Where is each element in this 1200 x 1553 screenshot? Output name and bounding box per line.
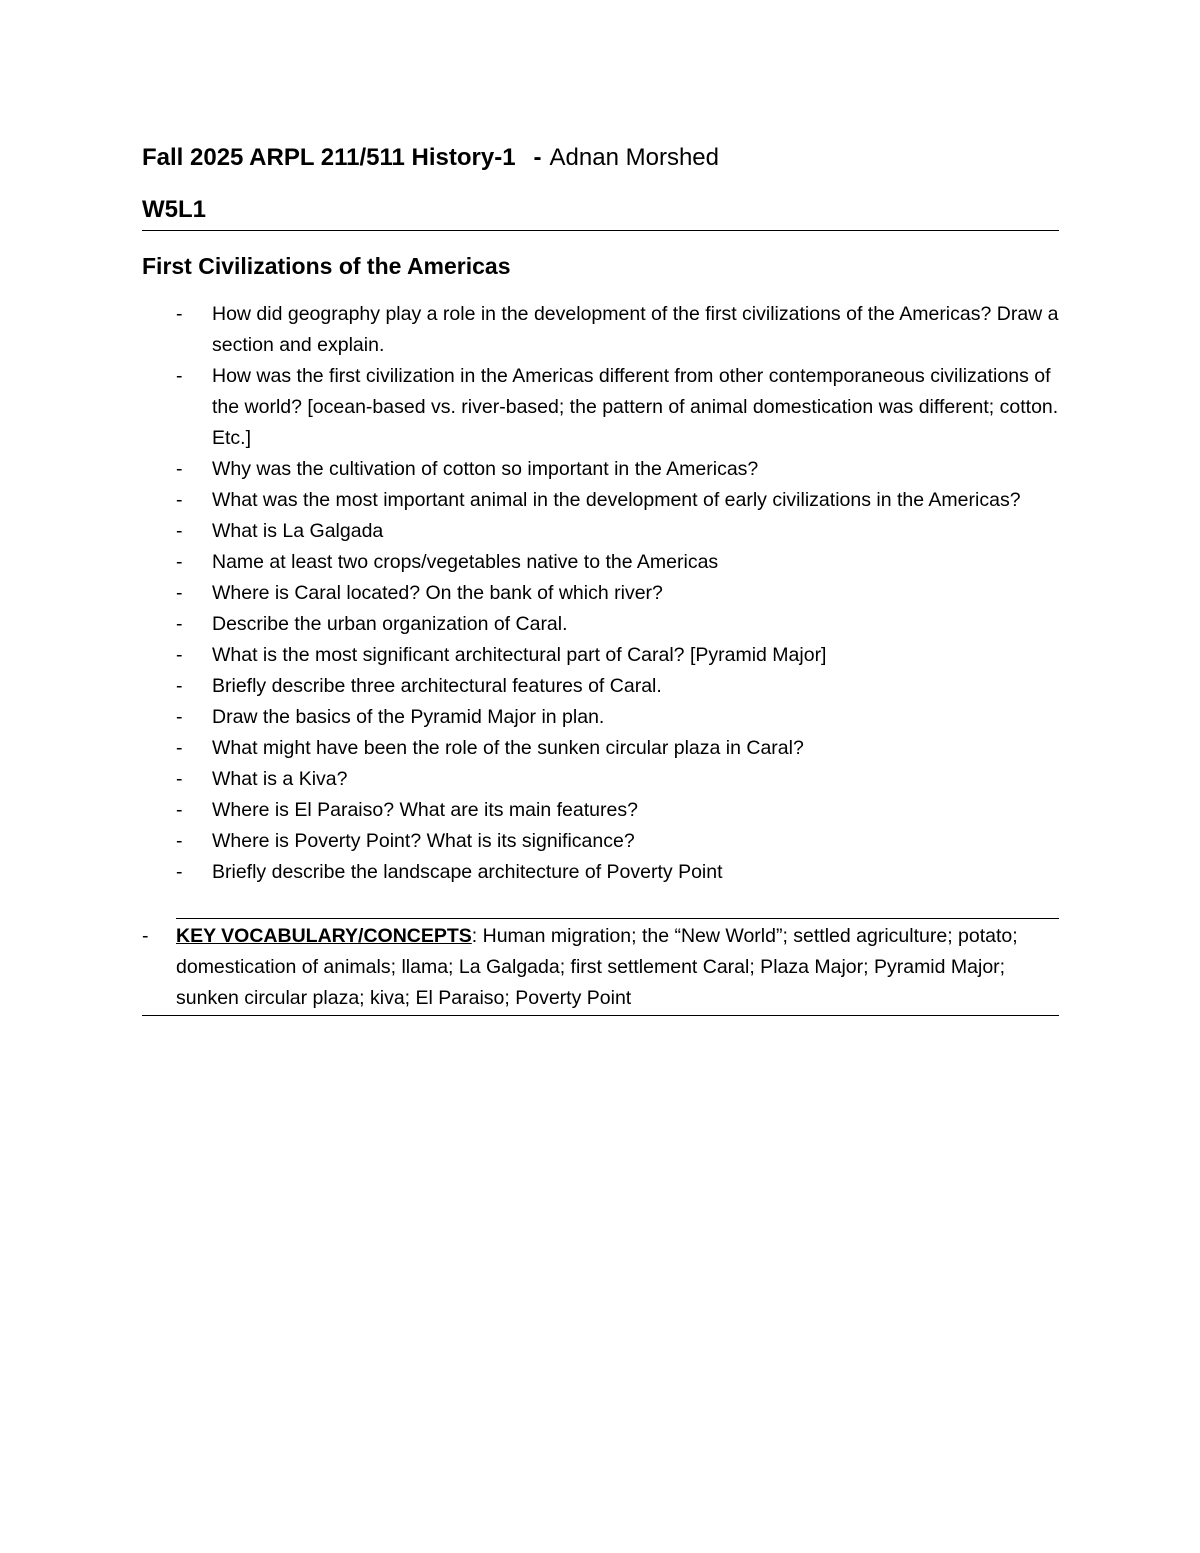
question-item <box>142 640 1059 671</box>
question-text: Where is El Paraiso? What are its main features? <box>212 799 638 821</box>
question-text: How did geography play a role in the development of the first civilizations of the Americas? Draw a section and explain. <box>212 303 1059 356</box>
document-page <box>142 140 1059 1016</box>
question-text: Draw the basics of the Pyramid Major in plan. <box>212 706 605 728</box>
author-name: Adnan Morshed <box>549 144 719 171</box>
bullet-dash: - <box>176 644 183 666</box>
question-text: Describe the urban organization of Caral. <box>212 613 568 635</box>
vocab-label: KEY VOCABULARY/CONCEPTS <box>176 925 472 947</box>
bullet-dash: - <box>176 799 183 821</box>
question-text: Briefly describe three architectural features of Caral. <box>212 675 662 697</box>
header-separator: - <box>533 144 542 171</box>
question-text: Briefly describe the landscape architecture of Poverty Point <box>212 861 723 883</box>
key-vocabulary <box>142 919 1059 1016</box>
question-item <box>142 671 1059 702</box>
bullet-dash: - <box>176 768 183 790</box>
bullet-dash: - <box>142 925 149 947</box>
question-item <box>142 547 1059 578</box>
question-item <box>142 609 1059 640</box>
bullet-dash: - <box>176 582 183 604</box>
question-item <box>142 578 1059 609</box>
bullet-dash: - <box>176 303 183 325</box>
bullet-dash: - <box>176 551 183 573</box>
question-item <box>142 857 1059 888</box>
question-text: Why was the cultivation of cotton so important in the Americas? <box>212 458 759 480</box>
bullet-dash: - <box>176 365 183 387</box>
course-title: Fall 2025 ARPL 211/511 History-1 <box>142 144 516 171</box>
question-item <box>142 299 1059 361</box>
question-text: Where is Poverty Point? What is its significance? <box>212 830 635 852</box>
question-text: What might have been the role of the sunken circular plaza in Caral? <box>212 737 804 759</box>
question-item <box>142 454 1059 485</box>
question-item <box>142 795 1059 826</box>
question-text: What is a Kiva? <box>212 768 348 790</box>
bullet-dash: - <box>176 613 183 635</box>
question-item <box>142 516 1059 547</box>
bullet-dash: - <box>176 489 183 511</box>
question-item <box>142 485 1059 516</box>
question-text: How was the first civilization in the Americas different from other contemporaneous civilizations of the world? [ocean-based vs. river-based; the pattern of animal domestication was different; cotton. Etc.] <box>212 365 1059 449</box>
bullet-dash: - <box>176 830 183 852</box>
question-text: Name at least two crops/vegetables native to the Americas <box>212 551 719 573</box>
question-item <box>142 764 1059 795</box>
vocab-text: : Human migration; the “New World”; settled agriculture; potato; domestication of animals; llama; La Galgada; first settlement Caral; Plaza Major; Pyramid Major; sunken circular plaza; kiva; El Paraiso; Poverty Point <box>176 925 1018 1009</box>
document-header <box>142 140 1059 178</box>
question-item <box>142 702 1059 733</box>
bullet-dash: - <box>176 706 183 728</box>
bullet-dash: - <box>176 675 183 697</box>
section-title: First Civilizations of the Americas <box>142 253 511 279</box>
bullet-dash: - <box>176 520 183 542</box>
question-text: What is the most significant architectural part of Caral? [Pyramid Major] <box>212 644 827 666</box>
question-item <box>142 361 1059 454</box>
question-text: What was the most important animal in the development of early civilizations in the Americas? <box>212 489 1021 511</box>
question-list <box>142 299 1059 888</box>
question-item <box>142 826 1059 857</box>
bullet-dash: - <box>176 737 183 759</box>
week-label: W5L1 <box>142 192 1059 231</box>
question-text: Where is Caral located? On the bank of which river? <box>212 582 663 604</box>
bullet-dash: - <box>176 861 183 883</box>
question-item <box>142 733 1059 764</box>
bullet-dash: - <box>176 458 183 480</box>
question-text: What is La Galgada <box>212 520 384 542</box>
